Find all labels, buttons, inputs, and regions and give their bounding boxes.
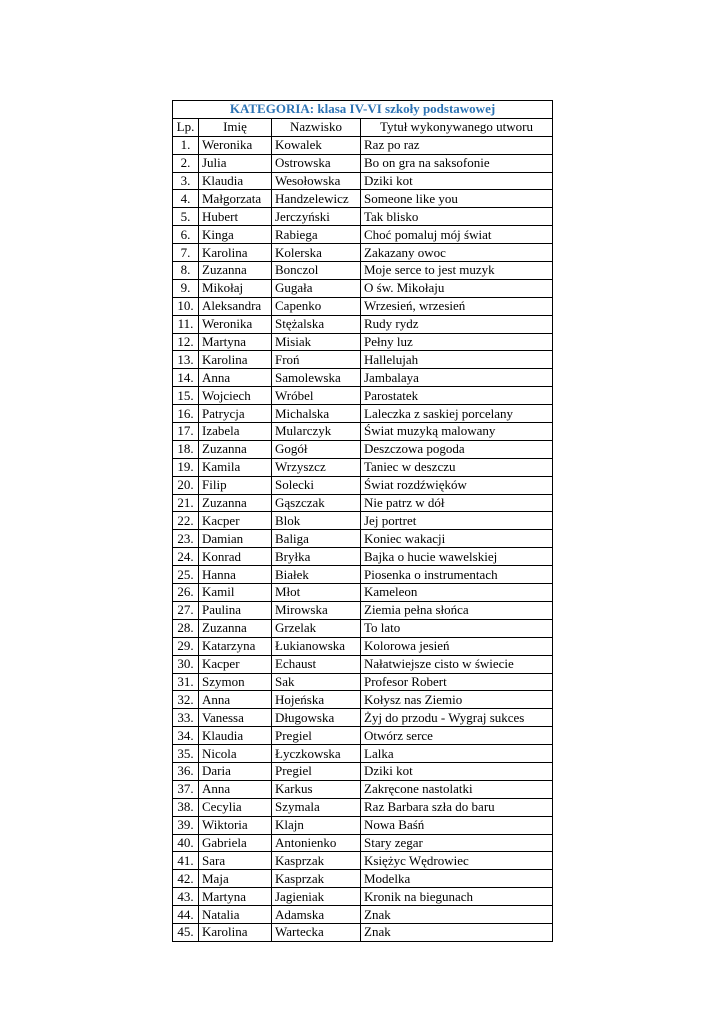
table-row: [173, 619, 553, 637]
row-number: 26.: [173, 584, 199, 602]
first-name-cell: Wojciech: [199, 387, 272, 405]
row-number: 7.: [173, 244, 199, 262]
table-row: [173, 834, 553, 852]
table-row: [173, 262, 553, 280]
song-title-cell: Znak: [361, 906, 553, 924]
song-title-cell: Raz Barbara szła do baru: [361, 798, 553, 816]
song-title-cell: Bajka o hucie wawelskiej: [361, 548, 553, 566]
first-name-cell: Konrad: [199, 548, 272, 566]
table-row: [173, 226, 553, 244]
row-number: 17.: [173, 423, 199, 441]
last-name-cell: Gugała: [272, 279, 361, 297]
last-name-cell: Baliga: [272, 530, 361, 548]
row-number: 8.: [173, 262, 199, 280]
participants-sheet: [172, 100, 552, 942]
song-title-cell: Pełny luz: [361, 333, 553, 351]
last-name-cell: Bonczol: [272, 262, 361, 280]
first-name-cell: Patrycja: [199, 405, 272, 423]
song-title-cell: Wrzesień, wrzesień: [361, 297, 553, 315]
table-row: [173, 655, 553, 673]
table-row: [173, 709, 553, 727]
first-name-cell: Hanna: [199, 566, 272, 584]
first-name-cell: Klaudia: [199, 727, 272, 745]
last-name-cell: Jagieniak: [272, 888, 361, 906]
table-row: [173, 637, 553, 655]
first-name-cell: Gabriela: [199, 834, 272, 852]
table-row: [173, 458, 553, 476]
song-title-cell: Dziki kot: [361, 762, 553, 780]
row-number: 24.: [173, 548, 199, 566]
table-row: [173, 512, 553, 530]
table-row: [173, 780, 553, 798]
table-row: [173, 136, 553, 154]
first-name-cell: Katarzyna: [199, 637, 272, 655]
song-title-cell: Stary zegar: [361, 834, 553, 852]
last-name-cell: Pregiel: [272, 727, 361, 745]
table-row: [173, 423, 553, 441]
song-title-cell: Świat muzyką malowany: [361, 423, 553, 441]
last-name-cell: Antonienko: [272, 834, 361, 852]
first-name-cell: Kacper: [199, 512, 272, 530]
table-row: [173, 923, 553, 941]
song-title-cell: Kołysz nas Ziemio: [361, 691, 553, 709]
first-name-cell: Zuzanna: [199, 440, 272, 458]
first-name-cell: Anna: [199, 369, 272, 387]
last-name-cell: Kolerska: [272, 244, 361, 262]
row-number: 23.: [173, 530, 199, 548]
song-title-cell: Otwórz serce: [361, 727, 553, 745]
table-row: [173, 208, 553, 226]
last-name-cell: Misiak: [272, 333, 361, 351]
row-number: 3.: [173, 172, 199, 190]
row-number: 4.: [173, 190, 199, 208]
song-title-cell: Zakazany owoc: [361, 244, 553, 262]
row-number: 33.: [173, 709, 199, 727]
last-name-cell: Wróbel: [272, 387, 361, 405]
song-title-cell: Kameleon: [361, 584, 553, 602]
first-name-cell: Zuzanna: [199, 494, 272, 512]
last-name-cell: Łyczkowska: [272, 745, 361, 763]
row-number: 20.: [173, 476, 199, 494]
last-name-cell: Kasprzak: [272, 852, 361, 870]
last-name-cell: Gąszczak: [272, 494, 361, 512]
song-title-cell: Lalka: [361, 745, 553, 763]
row-number: 27.: [173, 601, 199, 619]
table-row: [173, 727, 553, 745]
row-number: 6.: [173, 226, 199, 244]
first-name-cell: Julia: [199, 154, 272, 172]
row-number: 22.: [173, 512, 199, 530]
table-row: [173, 440, 553, 458]
first-name-cell: Karolina: [199, 244, 272, 262]
row-number: 12.: [173, 333, 199, 351]
first-name-cell: Zuzanna: [199, 619, 272, 637]
row-number: 1.: [173, 136, 199, 154]
song-title-cell: Deszczowa pogoda: [361, 440, 553, 458]
row-number: 41.: [173, 852, 199, 870]
row-number: 30.: [173, 655, 199, 673]
song-title-cell: Jej portret: [361, 512, 553, 530]
first-name-cell: Karolina: [199, 923, 272, 941]
header-title: Tytuł wykonywanego utworu: [361, 118, 553, 136]
song-title-cell: Raz po raz: [361, 136, 553, 154]
first-name-cell: Nicola: [199, 745, 272, 763]
last-name-cell: Echaust: [272, 655, 361, 673]
last-name-cell: Blok: [272, 512, 361, 530]
table-row: [173, 816, 553, 834]
last-name-cell: Capenko: [272, 297, 361, 315]
song-title-cell: Profesor Robert: [361, 673, 553, 691]
table-row: [173, 476, 553, 494]
row-number: 11.: [173, 315, 199, 333]
first-name-cell: Anna: [199, 780, 272, 798]
first-name-cell: Martyna: [199, 888, 272, 906]
table-row: [173, 888, 553, 906]
row-number: 25.: [173, 566, 199, 584]
song-title-cell: Nie patrz w dół: [361, 494, 553, 512]
table-row: [173, 244, 553, 262]
last-name-cell: Froń: [272, 351, 361, 369]
table-row: [173, 333, 553, 351]
first-name-cell: Kamil: [199, 584, 272, 602]
song-title-cell: O św. Mikołaju: [361, 279, 553, 297]
table-row: [173, 279, 553, 297]
row-number: 9.: [173, 279, 199, 297]
table-row: [173, 852, 553, 870]
table-row: [173, 387, 553, 405]
row-number: 31.: [173, 673, 199, 691]
first-name-cell: Martyna: [199, 333, 272, 351]
row-number: 44.: [173, 906, 199, 924]
first-name-cell: Daria: [199, 762, 272, 780]
song-title-cell: Hallelujah: [361, 351, 553, 369]
row-number: 29.: [173, 637, 199, 655]
song-title-cell: Jambalaya: [361, 369, 553, 387]
song-title-cell: To lato: [361, 619, 553, 637]
song-title-cell: Nałatwiejsze cisto w świecie: [361, 655, 553, 673]
song-title-cell: Choć pomaluj mój świat: [361, 226, 553, 244]
last-name-cell: Szymala: [272, 798, 361, 816]
first-name-cell: Sara: [199, 852, 272, 870]
row-number: 37.: [173, 780, 199, 798]
last-name-cell: Klajn: [272, 816, 361, 834]
first-name-cell: Klaudia: [199, 172, 272, 190]
song-title-cell: Dziki kot: [361, 172, 553, 190]
table-row: [173, 172, 553, 190]
first-name-cell: Anna: [199, 691, 272, 709]
song-title-cell: Taniec w deszczu: [361, 458, 553, 476]
header-last-name: Nazwisko: [272, 118, 361, 136]
last-name-cell: Handzelewicz: [272, 190, 361, 208]
last-name-cell: Kowalek: [272, 136, 361, 154]
table-row: [173, 297, 553, 315]
table-row: [173, 906, 553, 924]
last-name-cell: Długowska: [272, 709, 361, 727]
first-name-cell: Hubert: [199, 208, 272, 226]
song-title-cell: Koniec wakacji: [361, 530, 553, 548]
first-name-cell: Damian: [199, 530, 272, 548]
last-name-cell: Białek: [272, 566, 361, 584]
last-name-cell: Stężalska: [272, 315, 361, 333]
table-row: [173, 530, 553, 548]
last-name-cell: Michalska: [272, 405, 361, 423]
table-row: [173, 369, 553, 387]
first-name-cell: Cecylia: [199, 798, 272, 816]
last-name-cell: Karkus: [272, 780, 361, 798]
header-lp: Lp.: [173, 118, 199, 136]
first-name-cell: Weronika: [199, 315, 272, 333]
song-title-cell: Żyj do przodu - Wygraj sukces: [361, 709, 553, 727]
table-row: [173, 154, 553, 172]
first-name-cell: Izabela: [199, 423, 272, 441]
song-title-cell: Księżyc Wędrowiec: [361, 852, 553, 870]
first-name-cell: Małgorzata: [199, 190, 272, 208]
first-name-cell: Mikołaj: [199, 279, 272, 297]
participants-table: [172, 100, 553, 942]
song-title-cell: Nowa Baśń: [361, 816, 553, 834]
table-row: [173, 601, 553, 619]
table-row: [173, 798, 553, 816]
first-name-cell: Paulina: [199, 601, 272, 619]
row-number: 43.: [173, 888, 199, 906]
row-number: 32.: [173, 691, 199, 709]
table-row: [173, 405, 553, 423]
row-number: 38.: [173, 798, 199, 816]
song-title-cell: Parostatek: [361, 387, 553, 405]
last-name-cell: Ostrowska: [272, 154, 361, 172]
row-number: 19.: [173, 458, 199, 476]
song-title-cell: Laleczka z saskiej porcelany: [361, 405, 553, 423]
first-name-cell: Maja: [199, 870, 272, 888]
table-row: [173, 691, 553, 709]
last-name-cell: Mularczyk: [272, 423, 361, 441]
last-name-cell: Gogół: [272, 440, 361, 458]
table-header: [173, 101, 553, 137]
table-row: [173, 190, 553, 208]
first-name-cell: Szymon: [199, 673, 272, 691]
first-name-cell: Zuzanna: [199, 262, 272, 280]
song-title-cell: Bo on gra na saksofonie: [361, 154, 553, 172]
table-row: [173, 566, 553, 584]
last-name-cell: Solecki: [272, 476, 361, 494]
song-title-cell: Tak blisko: [361, 208, 553, 226]
table-row: [173, 315, 553, 333]
last-name-cell: Młot: [272, 584, 361, 602]
table-row: [173, 762, 553, 780]
song-title-cell: Zakręcone nastolatki: [361, 780, 553, 798]
last-name-cell: Hojeńska: [272, 691, 361, 709]
last-name-cell: Jerczyński: [272, 208, 361, 226]
row-number: 28.: [173, 619, 199, 637]
row-number: 36.: [173, 762, 199, 780]
last-name-cell: Pregiel: [272, 762, 361, 780]
category-row: [173, 101, 553, 119]
last-name-cell: Grzelak: [272, 619, 361, 637]
table-body: [173, 136, 553, 941]
row-number: 42.: [173, 870, 199, 888]
song-title-cell: Znak: [361, 923, 553, 941]
row-number: 45.: [173, 923, 199, 941]
first-name-cell: Karolina: [199, 351, 272, 369]
row-number: 21.: [173, 494, 199, 512]
row-number: 14.: [173, 369, 199, 387]
category-title: KATEGORIA: klasa IV-VI szkoły podstawowej: [173, 101, 553, 119]
last-name-cell: Wrzyszcz: [272, 458, 361, 476]
table-row: [173, 673, 553, 691]
row-number: 10.: [173, 297, 199, 315]
first-name-cell: Weronika: [199, 136, 272, 154]
row-number: 15.: [173, 387, 199, 405]
first-name-cell: Natalia: [199, 906, 272, 924]
song-title-cell: Rudy rydz: [361, 315, 553, 333]
last-name-cell: Wesołowska: [272, 172, 361, 190]
first-name-cell: Kacper: [199, 655, 272, 673]
song-title-cell: Piosenka o instrumentach: [361, 566, 553, 584]
table-row: [173, 870, 553, 888]
first-name-cell: Filip: [199, 476, 272, 494]
table-row: [173, 351, 553, 369]
song-title-cell: Modelka: [361, 870, 553, 888]
song-title-cell: Świat rozdźwięków: [361, 476, 553, 494]
song-title-cell: Kronik na biegunach: [361, 888, 553, 906]
first-name-cell: Aleksandra: [199, 297, 272, 315]
last-name-cell: Adamska: [272, 906, 361, 924]
first-name-cell: Kinga: [199, 226, 272, 244]
song-title-cell: Kolorowa jesień: [361, 637, 553, 655]
song-title-cell: Ziemia pełna słońca: [361, 601, 553, 619]
header-first-name: Imię: [199, 118, 272, 136]
row-number: 16.: [173, 405, 199, 423]
table-row: [173, 584, 553, 602]
row-number: 40.: [173, 834, 199, 852]
row-number: 13.: [173, 351, 199, 369]
row-number: 35.: [173, 745, 199, 763]
last-name-cell: Wartecka: [272, 923, 361, 941]
song-title-cell: Someone like you: [361, 190, 553, 208]
column-header-row: [173, 118, 553, 136]
row-number: 18.: [173, 440, 199, 458]
last-name-cell: Bryłka: [272, 548, 361, 566]
last-name-cell: Rabiega: [272, 226, 361, 244]
last-name-cell: Kasprzak: [272, 870, 361, 888]
row-number: 2.: [173, 154, 199, 172]
first-name-cell: Kamila: [199, 458, 272, 476]
table-row: [173, 548, 553, 566]
last-name-cell: Samolewska: [272, 369, 361, 387]
row-number: 5.: [173, 208, 199, 226]
last-name-cell: Sak: [272, 673, 361, 691]
last-name-cell: Łukianowska: [272, 637, 361, 655]
table-row: [173, 745, 553, 763]
first-name-cell: Vanessa: [199, 709, 272, 727]
row-number: 34.: [173, 727, 199, 745]
song-title-cell: Moje serce to jest muzyk: [361, 262, 553, 280]
table-row: [173, 494, 553, 512]
last-name-cell: Mirowska: [272, 601, 361, 619]
row-number: 39.: [173, 816, 199, 834]
first-name-cell: Wiktoria: [199, 816, 272, 834]
